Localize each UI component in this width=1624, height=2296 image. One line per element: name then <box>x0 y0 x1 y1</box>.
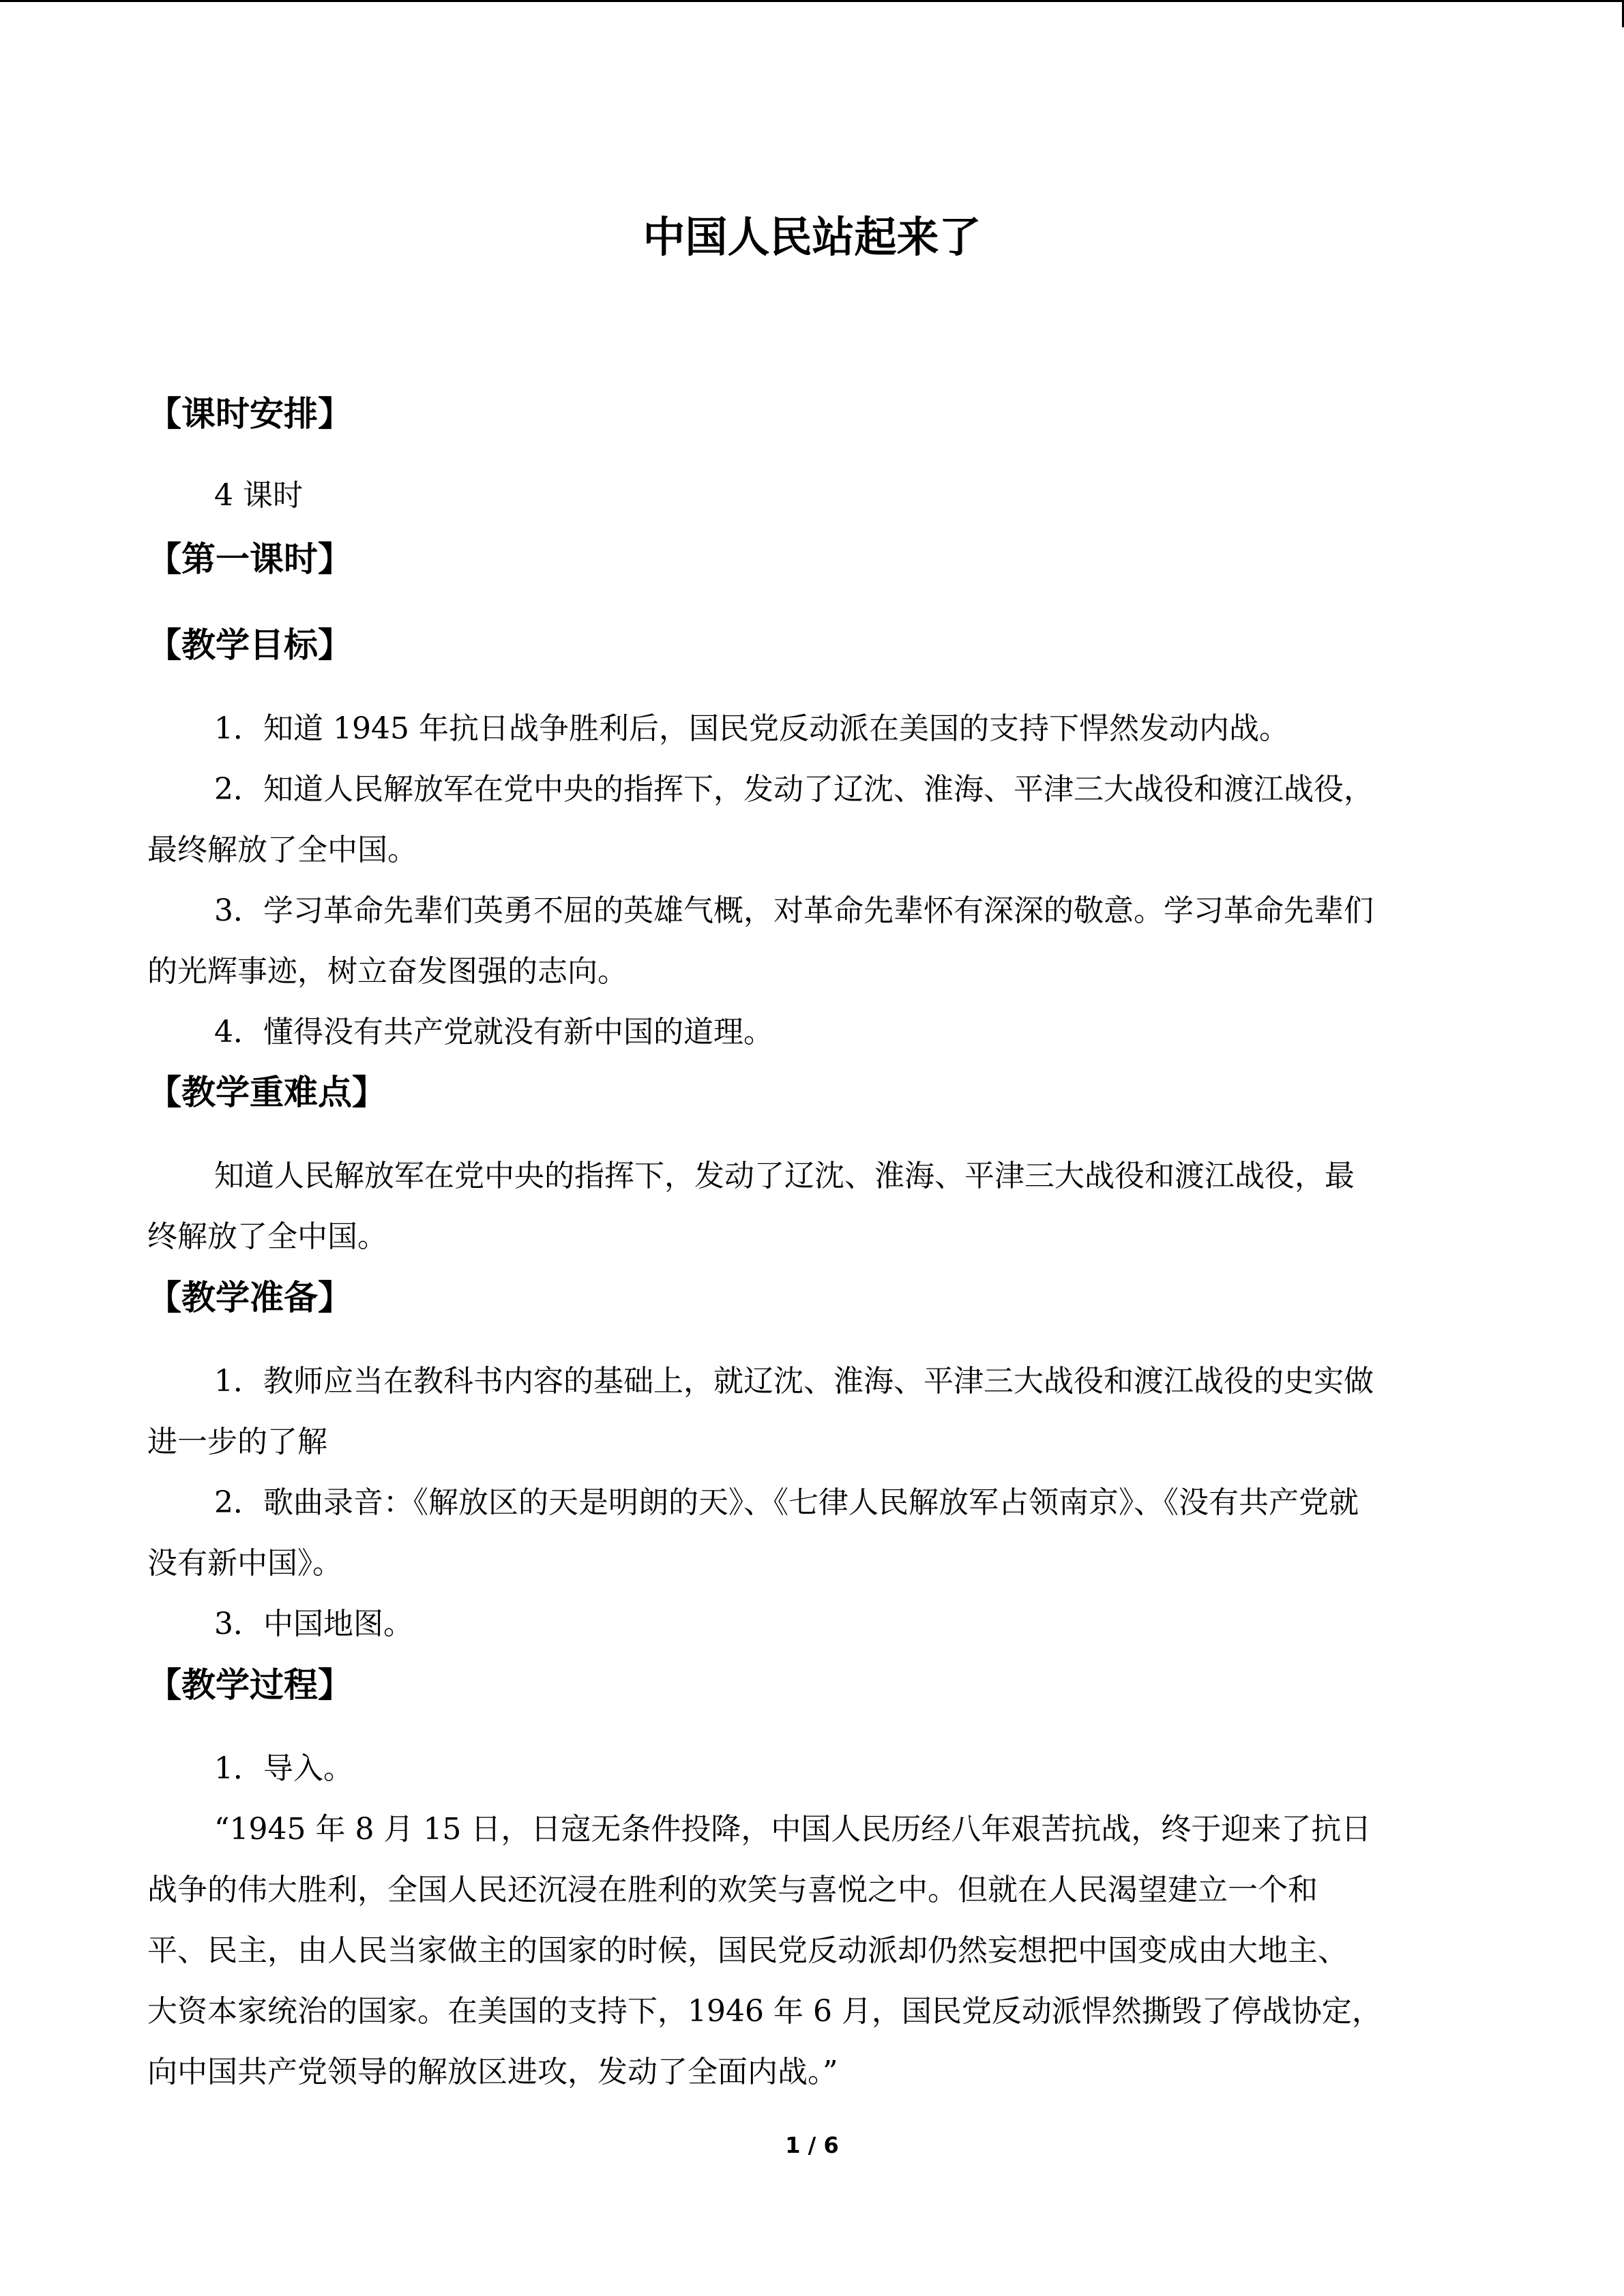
preparation-line-5: 3．中国地图。 <box>214 1607 413 1641</box>
heading-objectives: 【教学目标】 <box>147 625 352 665</box>
key-points-line-1: 知道人民解放军在党中央的指挥下，发动了辽沈、淮海、平津三大战役和渡江战役，最 <box>214 1159 1355 1193</box>
objective-line-6: 4．懂得没有共产党就没有新中国的道理。 <box>214 1015 773 1049</box>
process-line-6: 向中国共产党领导的解放区进攻，发动了全面内战。” <box>147 2055 838 2089</box>
process-line-2: “1945 年 8 月 15 日，日寇无条件投降，中国人民历经八年艰苦抗战，终于迎来了抗日 <box>214 1812 1372 1847</box>
page-number: 1 / 6 <box>785 2132 839 2158</box>
document-title: 中国人民站起来了 <box>643 212 981 262</box>
process-line-3: 战争的伟大胜利，全国人民还沉浸在胜利的欢笑与喜悦之中。但就在人民渴望建立一个和 <box>147 1873 1318 1907</box>
heading-process: 【教学过程】 <box>147 1665 352 1705</box>
heading-schedule: 【课时安排】 <box>147 394 352 434</box>
preparation-line-4: 没有新中国》。 <box>147 1546 342 1581</box>
objective-line-4: 3．学习革命先辈们英勇不屈的英雄气概，对革命先辈怀有深深的敬意。学习革命先辈们 <box>214 893 1374 928</box>
objective-line-3: 最终解放了全中国。 <box>147 833 417 867</box>
process-line-4: 平、民主，由人民当家做主的国家的时候，国民党反动派却仍然妄想把中国变成由大地主、 <box>147 1933 1348 1968</box>
process-line-5: 大资本家统治的国家。在美国的支持下，1946 年 6 月，国民党反动派悍然撕毁了停战协定， <box>147 1994 1382 2029</box>
objective-line-1: 1．知道 1945 年抗日战争胜利后，国民党反动派在美国的支持下悍然发动内战。 <box>214 711 1289 746</box>
objective-line-2: 2．知道人民解放军在党中央的指挥下，发动了辽沈、淮海、平津三大战役和渡江战役， <box>214 772 1374 807</box>
top-border-line <box>0 0 1624 2</box>
heading-preparation: 【教学准备】 <box>147 1278 352 1317</box>
heading-key-points: 【教学重难点】 <box>147 1073 386 1112</box>
heading-lesson-1: 【第一课时】 <box>147 539 352 579</box>
preparation-line-3: 2．歌曲录音：《解放区的天是明朗的天》、《七律人民解放军占领南京》、《没有共产党就 <box>214 1485 1359 1520</box>
preparation-line-1: 1．教师应当在教科书内容的基础上，就辽沈、淮海、平津三大战役和渡江战役的史实做 <box>214 1364 1374 1399</box>
preparation-line-2: 进一步的了解 <box>147 1425 327 1459</box>
process-line-1: 1．导入。 <box>214 1751 353 1786</box>
schedule-text: 4 课时 <box>214 478 303 513</box>
key-points-line-2: 终解放了全中国。 <box>147 1219 387 1254</box>
objective-line-5: 的光辉事迹，树立奋发图强的志向。 <box>147 954 628 989</box>
